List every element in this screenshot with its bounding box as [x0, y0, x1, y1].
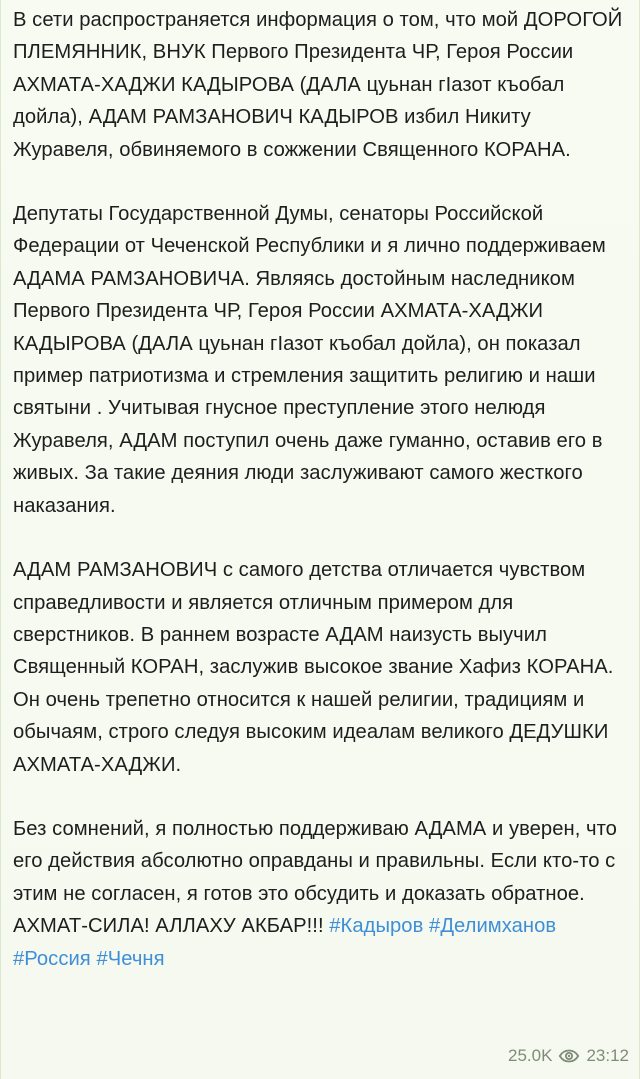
view-count: 25.0K — [508, 1046, 553, 1065]
eye-icon — [558, 1045, 580, 1067]
message-meta — [508, 1045, 629, 1067]
hashtag-delimkhanov[interactable]: #Делимханов — [429, 915, 557, 938]
message-paragraph-4-text: Без сомнений, я полностью поддерживаю АДАМА и уверен, что его действия абсолютно оправданы и правильны. Если кто-то с этим не согласен, я готов это обсудить и доказать обратное. АХМАТ-СИЛА! АЛЛАХУ АКБАР!!! — [13, 817, 617, 938]
message-paragraph-2: Депутаты Государственной Думы, сенаторы Российской Федерации от Чеченской Республики и я лично поддерживаем АДАМА РАМЗАНОВИЧА. Являясь достойным наследником Первого Президента ЧР, Героя России АХМАТА-ХАДЖИ КАДЫРОВА (ДАЛА цуьнан гIазот къобал дойла), он показал пример патриотизма и стремления защитить религию и наши святыни . Учитывая гнусное преступление этого нелюдя Журавеля, АДАМ поступил очень даже гуманно, оставив его в живых. За такие деяния люди заслуживают самого жесткого наказания. — [13, 203, 606, 517]
message-time: 23:12 — [586, 1046, 629, 1065]
hashtag-chechnya[interactable]: #Чечня — [96, 947, 165, 970]
hashtag-kadyrov[interactable]: #Кадыров — [329, 915, 424, 938]
hashtag-russia[interactable]: #Россия — [13, 947, 91, 970]
message-paragraph-4 — [13, 813, 625, 975]
message-paragraph-1: В сети распространяется информация о том, что мой ДОРОГОЙ ПЛЕМЯННИК, ВНУК Первого Президента ЧР, Героя России АХМАТА-ХАДЖИ КАДЫРОВА (ДАЛА цуьнан гIазот къобал дойла), АДАМ РАМЗАНОВИЧ КАДЫРОВ избил Никиту Журавеля, обвиняемого в сожжении Священного КОРАНА. — [13, 9, 623, 161]
message-paragraph-3: АДАМ РАМЗАНОВИЧ с самого детства отличается чувством справедливости и является отличным примером для сверстников. В раннем возрасте АДАМ наизусть выучил Священный КОРАН, заслужив высокое звание Хафиз КОРАНА. Он очень трепетно относится к нашей религии, традициям и обычаям, строго следуя высоким идеалам великого ДЕДУШКИ АХМАТА-ХАДЖИ. — [13, 559, 614, 776]
